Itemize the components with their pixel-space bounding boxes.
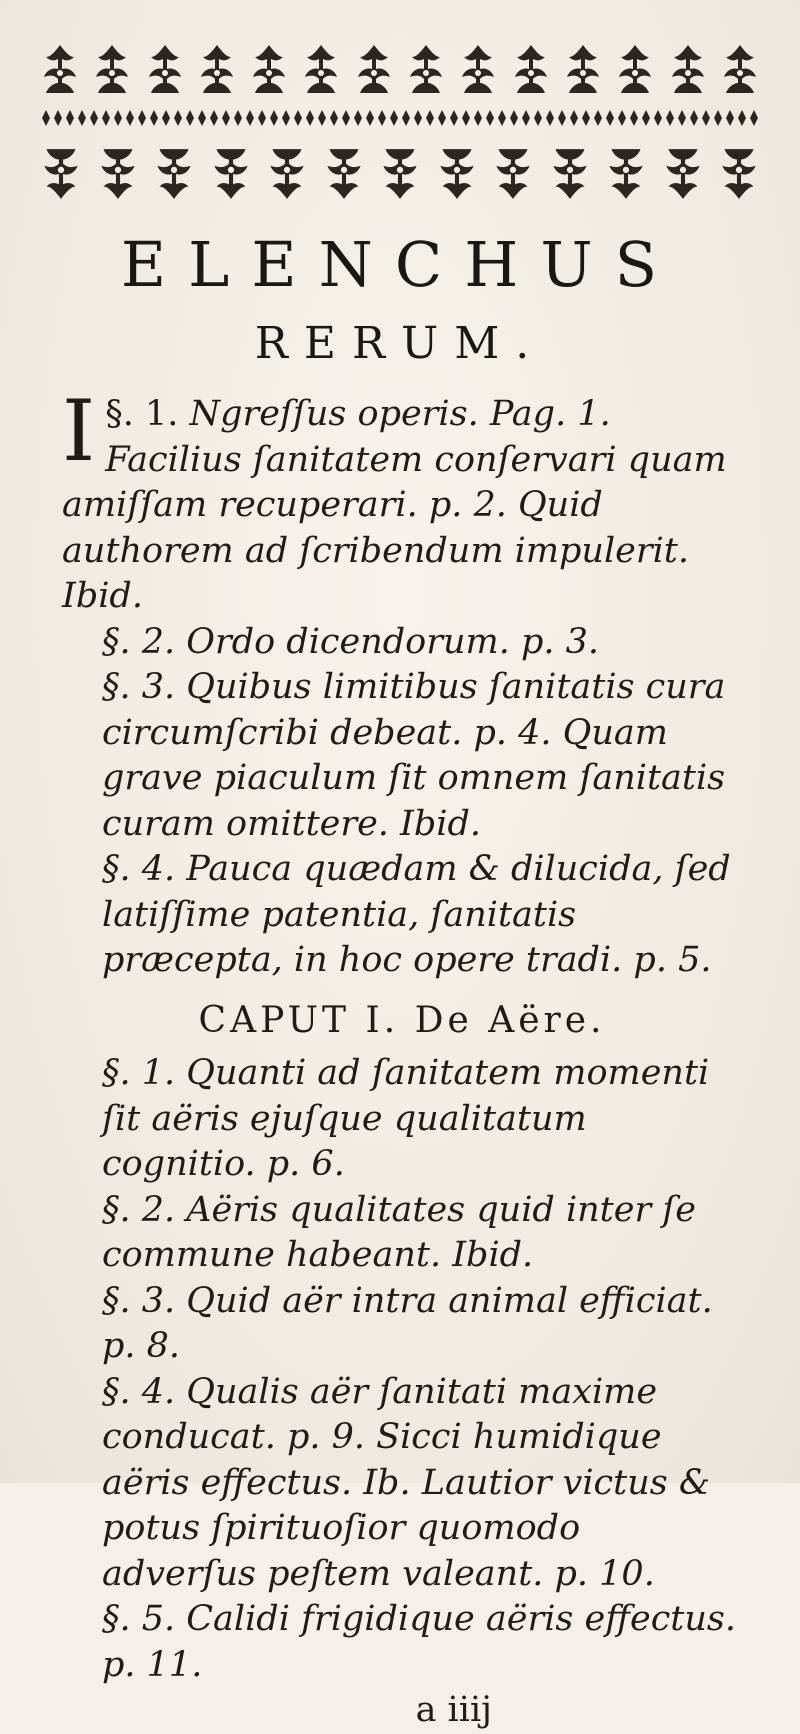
fleuron-icon [97,145,139,201]
fleuron-icon [718,145,760,201]
fleuron-icon [323,145,365,201]
fleuron-icon [720,43,760,97]
index-text [62,382,742,1734]
fleuron-icon [549,145,591,201]
fleuron-icon [668,43,708,97]
fleuron-icon [406,43,446,97]
fleuron-icon [40,145,82,201]
fleuron-icon [153,145,195,201]
fleuron-icon [40,43,80,97]
page-title: ELENCHUS [120,228,680,301]
paragraph-s1 [62,382,742,620]
paragraph-s3: §. 3. Quibus limitibus ſanitatis cura circumſcribi debeat. p. 4. Quam grave piaculum ſit omnem ſanitatis curam omittere. Ibid. [102,667,726,844]
fleuron-icon [145,43,185,97]
drop-cap: I [62,382,96,480]
fleuron-icon [511,43,551,97]
fleuron-icon [605,145,647,201]
paragraph-s2: §. 2. Ordo dicendorum. p. 3. [102,621,599,662]
chapter-paragraph-1: §. 1. Quanti ad ſanitatem momenti ſit aëris ejuſque qualitatum cognitio. p. 6. [102,1053,710,1184]
section-number: §. 1. [105,394,179,434]
chapter-paragraph-2: §. 2. Aëris qualitates quid inter ſe commune habeant. Ibid. [102,1189,696,1275]
ornamental-border [40,104,760,132]
fleuron-icon [210,145,252,201]
fleuron-icon [266,145,308,201]
chapter-heading: CAPUT I. De Aëre. [198,999,606,1041]
border-line-icon [40,108,760,128]
fleuron-icon [662,145,704,201]
fleuron-icon [615,43,655,97]
signature-mark: a iiij [415,1690,492,1730]
fleuron-icon [92,43,132,97]
fleuron-icon [379,145,421,201]
chapter-paragraph-5: §. 5. Calidi frigidique aëris effectus. p. 11. [102,1599,736,1685]
chapter-paragraph-3: §. 3. Quid aër intra animal efficiat. p. 8. [102,1280,713,1366]
paragraph-text: Ngreſſus operis. Pag. 1. Facilius ſanitatem conſervari quam amiſſam recuperari. p. 2. Quid authorem ad ſcribendum impulerit. Ibid. [62,394,727,616]
chapter-paragraph-4: §. 4. Qualis aër ſanitati maxime conducat. p. 9. Sicci humidique aëris effectus. Ib. Lautior victus & potus ſpirituoſior quomodo adverſus peſtem valeant. p. 10. [102,1371,710,1594]
fleuron-icon [436,145,478,201]
fleuron-row-bottom [40,142,760,204]
page-subtitle: RERUM. [254,318,546,369]
paragraph-s4: §. 4. Pauca quædam & dilucida, ſed latiſſime patentia, ſanitatis præcepta, in hoc opere tradi. p. 5. [102,849,731,980]
fleuron-icon [197,43,237,97]
fleuron-row-top [40,40,760,100]
fleuron-icon [492,145,534,201]
fleuron-icon [458,43,498,97]
fleuron-icon [354,43,394,97]
headpiece-ornament [40,40,760,220]
fleuron-icon [249,43,289,97]
fleuron-icon [563,43,603,97]
fleuron-icon [301,43,341,97]
